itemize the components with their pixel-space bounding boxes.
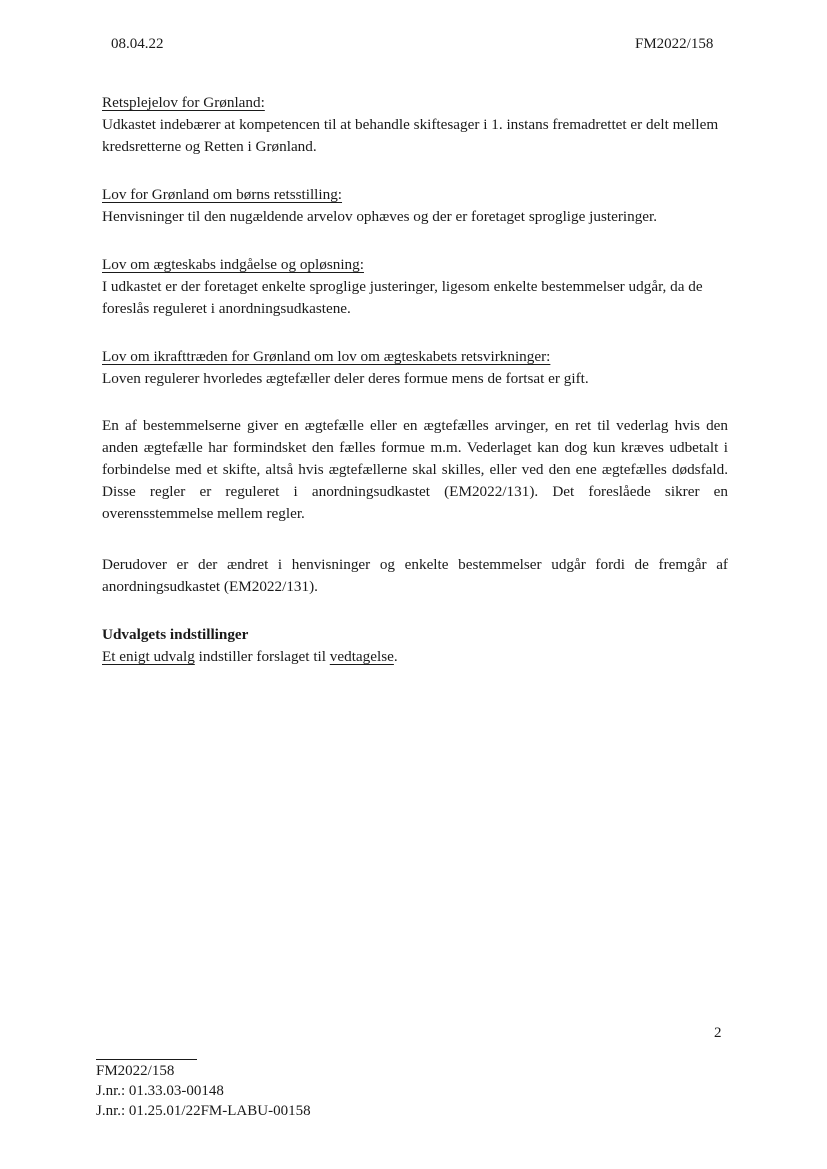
recommendation-heading: Udvalgets indstillinger [102, 626, 249, 643]
section-retsplejelov [102, 92, 728, 158]
header-date: 08.04.22 [111, 36, 164, 52]
page-number: 2 [714, 1025, 722, 1041]
section-aegteskabs-indgaaelse [102, 254, 728, 320]
footer-journal-number-1: J.nr.: 01.33.03-00148 [96, 1083, 224, 1099]
footer-document-id: FM2022/158 [96, 1063, 175, 1079]
paragraph-henvisninger [102, 554, 728, 598]
section-heading: Lov for Grønland om børns retsstilling: [102, 186, 343, 203]
section-heading: Retsplejelov for Grønland: [102, 94, 265, 111]
paragraph-text: En af bestemmelserne giver en ægtefælle eller en ægtefælles arvinger, en ret til vederlag hvis den anden ægtefælle har formindsket den fælles formue m.m. Vederlaget kan dog kun kræves udbetalt i forbindelse med et skifte, altså hvis ægtefællerne skal skilles, eller ved den ene ægtefælles dødsfald. Disse regler er reguleret i anordningsudkastet (EM2022/131). Det foreslåede sikrer en overensstemmelse mellem regler. [102, 417, 728, 522]
header-document-id: FM2022/158 [635, 36, 714, 52]
section-text: Henvisninger til den nugældende arvelov ophæves og der er foretaget sproglige justeringer. [102, 208, 658, 225]
section-text: I udkastet er der foretaget enkelte sproglige justeringer, ligesom enkelte bestemmelser udgår, da de foreslås reguleret i anordningsudkastene. [102, 278, 703, 317]
section-boerns-retsstilling [102, 184, 728, 228]
recommendation-section [102, 624, 728, 668]
section-text: Loven regulerer hvorledes ægtefæller deler deres formue mens de fortsat er gift. [102, 370, 589, 387]
paragraph-text: Derudover er der ændret i henvisninger og enkelte bestemmelser udgår fordi de fremgår af anordningsudkastet (EM2022/131). [102, 556, 728, 595]
footer-journal-number-2: J.nr.: 01.25.01/22FM-LABU-00158 [96, 1103, 311, 1119]
section-heading: Lov om ikrafttræden for Grønland om lov om ægteskabets retsvirkninger: [102, 348, 551, 365]
recommendation-middle: indstiller forslaget til [194, 648, 330, 665]
recommendation-unanimous: Et enigt udvalg [102, 648, 195, 665]
footer-divider [96, 1059, 197, 1060]
section-text: Udkastet indebærer at kompetencen til at behandle skiftesager i 1. instans fremadrettet er delt mellem kredsretterne og Retten i Grønland. [102, 116, 719, 155]
recommendation-period: . [393, 648, 398, 665]
paragraph-vederlag [102, 415, 728, 525]
footer [96, 1061, 311, 1121]
recommendation-text [102, 646, 728, 668]
recommendation-adoption: vedtagelse [329, 648, 394, 665]
section-ikrafttraeden [102, 346, 728, 390]
section-heading: Lov om ægteskabs indgåelse og opløsning: [102, 256, 364, 273]
